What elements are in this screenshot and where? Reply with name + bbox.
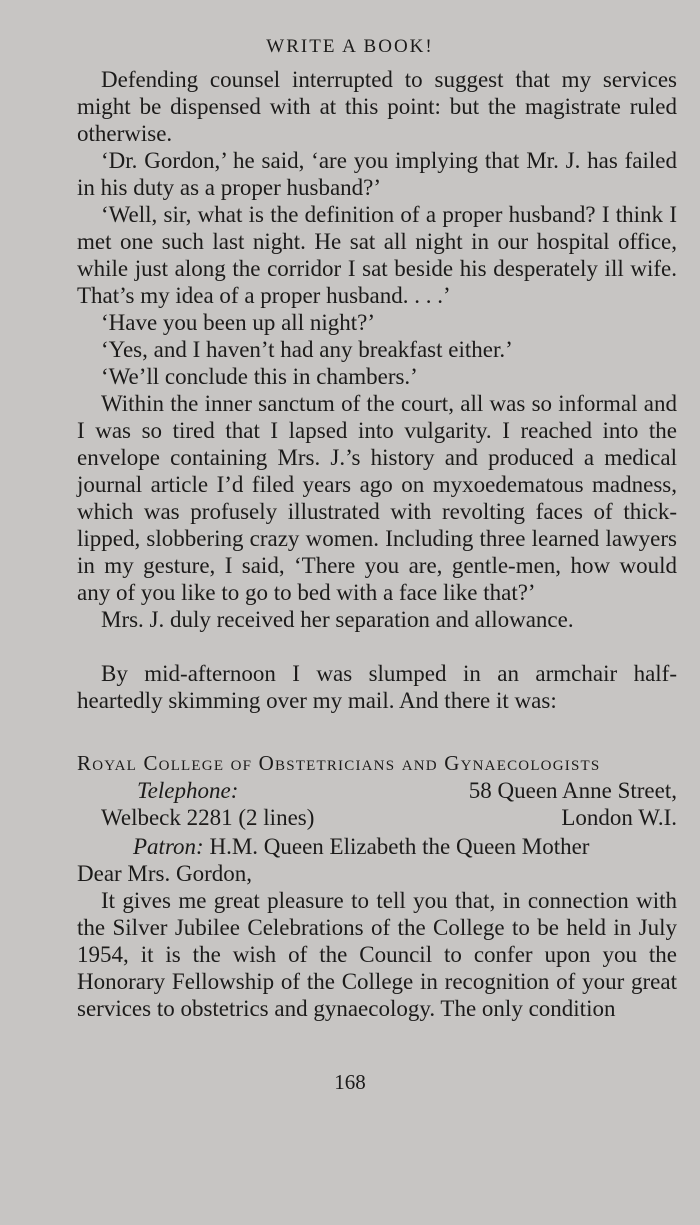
letterhead-row-2 [77, 804, 677, 831]
telephone-label: Telephone: [137, 778, 239, 803]
paragraph: ‘We’ll conclude this in chambers.’ [101, 364, 418, 389]
paragraph: ‘Well, sir, what is the definition of a proper husband? I think I met one such last night. He sat all night in our hospital office, while just along the corridor I sat beside his desperately ill wife. That’s my idea of a proper husband. . . .’ [77, 202, 677, 308]
page-number: 168 [334, 1070, 366, 1094]
letter-body: It gives me great pleasure to tell you that, in connection with the Silver Jubilee Celebrations of the College to be held in July 1954, it is the wish of the Council to confer upon you the Honorary Fellowship of the College in recognition of your great services to obstetrics and gynaecology. The only condition [77, 888, 677, 1021]
letterhead-row-1 [77, 777, 677, 804]
patron-label: Patron: [133, 834, 204, 859]
address-line-2: London W.I. [561, 805, 677, 830]
body-text [77, 66, 677, 1022]
paragraph: Within the inner sanctum of the court, all was so informal and I was so tired that I lapsed into vulgarity. I reached into the envelope containing Mrs. J.’s history and produced a medical journal article I’d filed years ago on myxoedematous madness, which was profusely illustrated with revolting faces of thick-lipped, slobbering crazy women. Including three learned lawyers in my gesture, I said, ‘There you are, gentle-men, how would any of you like to go to bed with a face like that?’ [77, 391, 677, 605]
paragraph: Mrs. J. duly received her separation and allowance. [101, 607, 574, 632]
patron-name: H.M. Queen Elizabeth the Queen Mother [209, 834, 590, 859]
paragraph: ‘Have you been up all night?’ [101, 310, 375, 335]
paragraph-afternoon: By mid-afternoon I was slumped in an armchair half-heartedly skimming over my mail. And there it was: [77, 661, 677, 713]
paragraph: Defending counsel interrupted to suggest that my services might be dispensed with at this point: but the magistrate ruled otherwise. [77, 67, 677, 146]
paragraph: ‘Dr. Gordon,’ he said, ‘are you implying that Mr. J. has failed in his duty as a proper husband?’ [77, 148, 677, 200]
running-head: WRITE A BOOK! [266, 36, 434, 57]
paragraph: ‘Yes, and I haven’t had any breakfast either.’ [101, 337, 513, 362]
letter-salutation: Dear Mrs. Gordon, [77, 861, 253, 886]
patron-line [77, 833, 677, 860]
letterhead-title: Royal College of Obstetricians and Gynaecologists [77, 751, 601, 775]
telephone-number: Welbeck 2281 (2 lines) [101, 805, 315, 830]
address-line-1: 58 Queen Anne Street, [468, 778, 677, 803]
